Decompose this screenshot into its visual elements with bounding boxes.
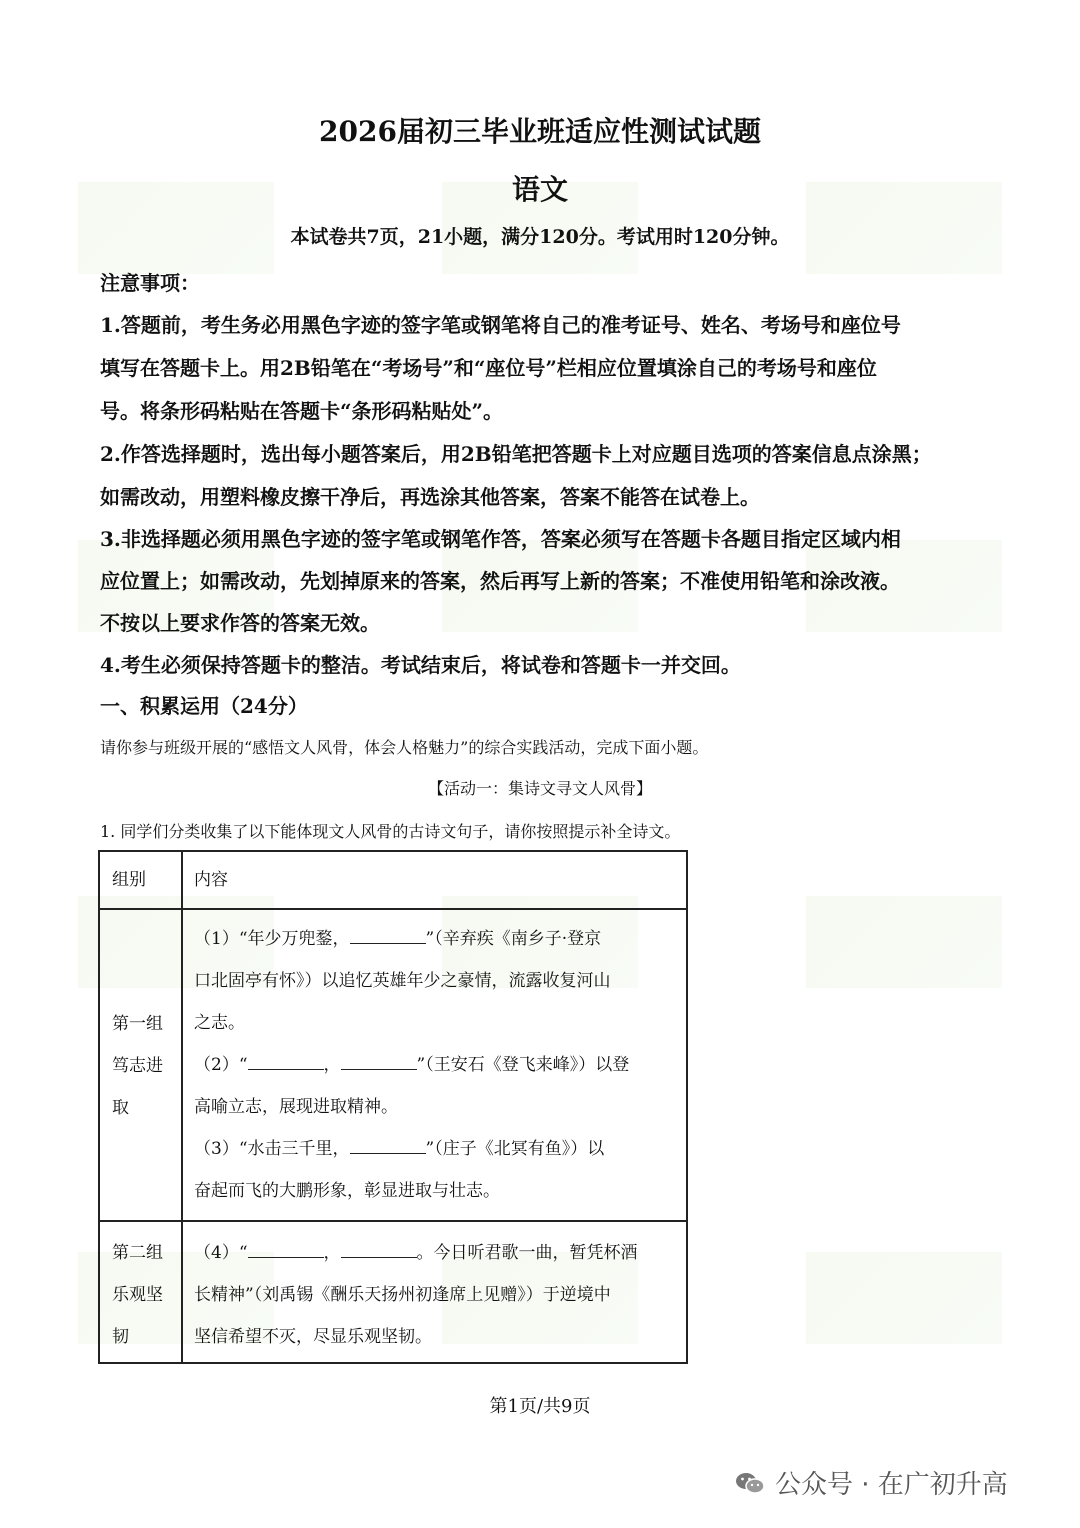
group-2-content <box>194 1232 674 1358</box>
answer-blank[interactable] <box>350 926 426 944</box>
group-1-content <box>194 918 674 1212</box>
answer-blank[interactable] <box>248 1052 324 1070</box>
group-2-label-line: 乐观坚 <box>112 1285 163 1305</box>
notice-line: 应位置上；如需改动，先划掉原来的答案，然后再写上新的答案；不准使用铅笔和涂改液。 <box>100 569 900 593</box>
item-1-text: 口北固亭有怀》）以追忆英雄年少之豪情，流露收复河山 <box>194 971 611 991</box>
item-1-text: 之志。 <box>194 1013 245 1033</box>
section-heading: 一、积累运用（24分） <box>100 694 308 718</box>
item-4 <box>194 1232 674 1358</box>
group-1-label-line: 取 <box>112 1098 129 1118</box>
notice-line: 3.非选择题必须用黑色字迹的签字笔或钢笔作答，答案必须写在答题卡各题目指定区域内相 <box>100 527 901 551</box>
item-3-text: 奋起而飞的大鹏形象，彰显进取与壮志。 <box>194 1181 500 1201</box>
answer-blank[interactable] <box>341 1052 417 1070</box>
item-4-text: ， <box>323 1243 341 1263</box>
notice-line: 4.考生必须保持答题卡的整洁。考试结束后，将试卷和答题卡一并交回。 <box>100 653 741 677</box>
exam-info: 本试卷共7页，21小题，满分120分。考试用时120分钟。 <box>290 226 790 248</box>
notice-line: 填写在答题卡上。用2B铅笔在“考场号”和“座位号”栏相应位置填涂自己的考场号和座位 <box>100 356 877 380</box>
activity-title: 【活动一：集诗文寻文人风骨】 <box>427 779 652 798</box>
brand-text: 公众号 · 在广初升高 <box>775 1470 1008 1500</box>
subject-title: 语文 <box>511 173 568 206</box>
table-row-divider <box>100 908 686 910</box>
notice-heading: 注意事项： <box>100 271 200 295</box>
notice-line: 不按以上要求作答的答案无效。 <box>100 611 380 635</box>
watermark <box>806 1252 1002 1344</box>
item-4-text: （4）“ <box>194 1243 248 1263</box>
watermark <box>806 896 1002 988</box>
brand-credit <box>735 1464 1008 1501</box>
group-1-label-line: 第一组 <box>112 1014 163 1034</box>
group-2-label <box>112 1232 172 1358</box>
answer-blank[interactable] <box>248 1240 324 1258</box>
poetry-table <box>98 850 688 1364</box>
question-1: 1. 同学们分类收集了以下能体现文人风骨的古诗文句子，请你按照提示补全诗文。 <box>100 822 681 841</box>
group-1-label <box>112 1003 172 1129</box>
notice-line: 如需改动，用塑料橡皮擦干净后，再选涂其他答案，答案不能答在试卷上。 <box>100 485 760 509</box>
exam-title: 2026届初三毕业班适应性测试试题 <box>319 115 761 148</box>
group-2-label-line: 第二组 <box>112 1243 163 1263</box>
item-2-text: ”（王安石《登飞来峰》）以登 <box>416 1055 630 1075</box>
header-content: 内容 <box>194 870 228 890</box>
table-column-divider <box>181 852 183 1362</box>
group-1-label-line: 笃志进 <box>112 1056 163 1076</box>
header-group: 组别 <box>112 870 146 890</box>
item-4-text: 。今日听君歌一曲，暂凭杯酒 <box>416 1243 638 1263</box>
page-number: 第1页/共9页 <box>489 1396 591 1417</box>
item-2-text: （2）“ <box>194 1055 248 1075</box>
notice-line: 2.作答选择题时，选出每小题答案后，用2B铅笔把答题卡上对应题目选项的答案信息点涂黑； <box>100 442 932 466</box>
item-3 <box>194 1128 674 1212</box>
item-3-text: （3）“水击三千里， <box>194 1139 350 1159</box>
wechat-icon <box>735 1471 765 1495</box>
table-row-divider <box>100 1220 686 1222</box>
notice-line: 号。将条形码粘贴在答题卡“条形码粘贴处”。 <box>100 399 504 423</box>
section-intro: 请你参与班级开展的“感悟文人风骨，体会人格魅力”的综合实践活动，完成下面小题。 <box>100 738 709 757</box>
answer-blank[interactable] <box>350 1136 426 1154</box>
item-1-text: （1）“年少万兜鍪， <box>194 929 350 949</box>
item-1 <box>194 918 674 1044</box>
item-2 <box>194 1044 674 1128</box>
item-3-text: ”（庄子《北冥有鱼》）以 <box>425 1139 605 1159</box>
notice-line: 1.答题前，考生务必用黑色字迹的签字笔或钢笔将自己的准考证号、姓名、考场号和座位号 <box>100 313 901 337</box>
item-2-text: ， <box>323 1055 341 1075</box>
answer-blank[interactable] <box>341 1240 417 1258</box>
item-4-text: 长精神”（刘禹锡《酬乐天扬州初逢席上见赠》）于逆境中 <box>194 1285 611 1305</box>
item-4-text: 坚信希望不灭，尽显乐观坚韧。 <box>194 1327 432 1347</box>
item-1-text: ”（辛弃疾《南乡子·登京 <box>425 929 602 949</box>
item-2-text: 高喻立志，展现进取精神。 <box>194 1097 398 1117</box>
group-2-label-line: 韧 <box>112 1327 129 1347</box>
